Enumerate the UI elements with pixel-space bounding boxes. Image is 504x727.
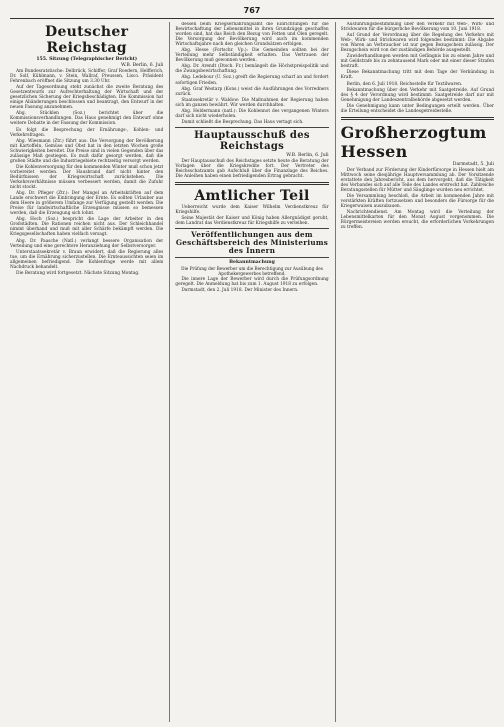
divider bbox=[175, 257, 328, 258]
paragraph: Abg. Wiesmann (Ztr.) führt aus: Die Versorgung der Bevölkerung mit Kartoffeln, Gemüse und Obst hat in den letzten Wochen große Schwierigkeiten bereitet. Die Preise sind in vielen Gegenden über das zulässige Maß gestiegen. Es muß dafür gesorgt werden, daß die großen Städte und die Industriegebiete rechtzeitig versorgt werden. bbox=[10, 138, 164, 164]
paragraph: Ausführungsbestimmung über den Verkehr mit Web-, Wirk- und Strickwaren für die bürgerliche Bevölkerung vom 10. Juni 1918. bbox=[340, 22, 494, 33]
paragraph: Abg. Dr. Pfleger (Ztr.): Der Mangel an Arbeitskräften auf dem Lande erschwert die Einbringung der Ernte. Es sollten Urlauber aus dem Heere in größerem Umfange zur Verfügung gestellt werden. Die Preise für landwirtschaftliche Erzeugnisse müssen so bemessen werden, daß die Erzeugung sich lohnt. bbox=[10, 191, 164, 217]
paragraph: Die Kohlenversorgung für den kommenden Winter muß schon jetzt vorbereitet werden. Der Hausbrand darf nicht hinter den Bedürfnissen der Kriegswirtschaft zurückstehen. Die Verkehrsverhältnisse müssen verbessert werden, damit die Zufuhr nicht stockt. bbox=[10, 164, 164, 191]
divider bbox=[341, 117, 494, 120]
paragraph: Die Genehmigung kann unter Bedingungen erteilt werden. Über die Erteilung entscheidet die Landesgetreidestelle. bbox=[340, 103, 494, 114]
amtlicher-teil-title: Amtlicher Teil bbox=[194, 188, 310, 205]
column-2 bbox=[169, 22, 328, 722]
reichstag-title: Deutscher Reichstag bbox=[45, 24, 129, 56]
column-2-body bbox=[175, 22, 328, 125]
page-number: 767 bbox=[243, 6, 261, 15]
paragraph: Der Verband zur Förderung der Kinderfürsorge in Hessen hielt am Mittwoch seine diesjährige Hauptversammlung ab. Der Vorsitzende erstattete den Jahresbericht, aus dem hervorgeht, daß die Tätigkeit des Verbandes sich auf alle Teile des Landes erstreckt hat. Zahlreiche Beratungsstellen für Mütter und Säuglinge wurden neu errichtet. bbox=[340, 167, 494, 193]
reichstag-dateline: W.B. Berlin, 6. Juli bbox=[120, 63, 164, 68]
hauptausschuss-dateline: W.B. Berlin, 6. Juli bbox=[286, 152, 329, 158]
paragraph: Abg. Heldermann (natl.): Die Kohlennot des vergangenen Winters darf sich nicht wiederholen. bbox=[175, 108, 329, 119]
bekanntmachung-body bbox=[175, 277, 328, 293]
paragraph: Abg. Hoch (Soz.) bespricht die Lage der Arbeiter in den Großstädten. Die Rationen reichen nicht aus. Der Schleichhandel nimmt überhand und muß mit aller Schärfe bekämpft werden. Die Kriegsgesellschaften haben vielfach versagt. bbox=[10, 217, 164, 238]
divider bbox=[175, 127, 328, 128]
grossherzogtum-hessen-title: Großherzogtum Hessen bbox=[340, 122, 487, 161]
hauptausschuss-title: Hauptausschuß des Reichstags bbox=[194, 129, 310, 152]
columns bbox=[10, 22, 494, 722]
amtlicher-teil-intro: Ueberreicht wurde dem Kaiser Wilhelm Verdienstkreuz für Kriegshilfe. bbox=[175, 205, 329, 216]
paragraph: Auf der Tagesordnung steht zunächst die zweite Beratung des Gesetzentwurfs zur Aufrechterhaltung der Wirtschaft und der gesetzlichen Sicherung der Kriegsbeschädigten. Die Kommission hat einige Abänderungen beschlossen und beantragt, den Entwurf in der neuen Fassung anzunehmen. bbox=[10, 85, 164, 111]
paragraph: Seine Majestät der Kaiser und König haben Allergnädigst geruht, dem Landrat das Verdienstkreuz für Kriegshilfe zu verleihen. bbox=[175, 216, 329, 227]
bekanntmachung-subcaption: Die Prüfung der Bewerber um die Berechtigung zur Ausübung des Apothekergewerbes betreffend. bbox=[181, 266, 323, 277]
paragraph: Darmstadt, den 2. Juli 1918. Der Minister des Innern. bbox=[181, 288, 299, 294]
veroeffentlichungen-title: Veröffentlichungen aus dem Geschäftsbereich des Ministeriums des Innern bbox=[175, 230, 329, 256]
paragraph: Abg. Dr. Arendt (Dtsch. Fr.) bemängelt die Höchstpreispolitik und die Zwangsbewirtschaftung. bbox=[175, 64, 329, 75]
paragraph: Damit schließt die Besprechung. Das Haus vertagt sich. bbox=[181, 119, 304, 125]
column-3 bbox=[335, 22, 494, 722]
divider bbox=[175, 228, 328, 229]
paragraph: Staatssekretär v. Waldow: Die Maßnahmen der Regierung haben sich im ganzen bewährt. Wir werden durchhalten. bbox=[175, 97, 329, 108]
paragraph: Auf Grund der Verordnung über die Regelung des Verkehrs mit Web-, Wirk- und Strickwaren wird folgendes bestimmt: Die Abgabe von Waren an Verbraucher ist nur gegen Bezugschein zulässig. Der Bezugschein wird von der zuständigen Behörde ausgestellt. bbox=[340, 33, 494, 54]
amtlicher-teil-body bbox=[175, 216, 328, 226]
paragraph: Abg. Hesse (Fortschr. Vp.): Die Gemeinden sollten bei der Verteilung mehr Selbständigkeit erhalten. Das Vertrauen der Bevölkerung muß gewonnen werden. bbox=[175, 48, 329, 64]
paragraph: Am Bundesratstische: Delbrück, Schiffer, Graf Roedern, Helfferich, Dr. Solf, Kühlmann, v. Stein, Wallraf, Preussen, Lisco. Präsident Fehrenbach eröffnet die Sitzung um 3.30 Uhr. bbox=[10, 69, 164, 85]
hauptausschuss-body bbox=[175, 159, 328, 179]
column-3-body bbox=[341, 22, 494, 114]
paragraph: dessen beim Kriegsernährungsamt die Einrichtungen für die Bewirtschaftung der Lebensmittel in ihren Grundzügen geschaffen worden sind, hat das Reich den Bezug von Fetten und Ölen geregelt. Die Versorgung der Bevölkerung wird auch im kommenden Wirtschaftsjahre nach den gleichen Grundsätzen erfolgen. bbox=[175, 22, 329, 48]
paragraph: Unterstaatssekretär v. Braun erwidert, daß die Regierung alles tue, um die Ernährung sicherzustellen. Die Ernteaussichten seien im allgemeinen befriedigend. Die Kohlenfrage werde mit allem Nachdruck behandelt. bbox=[10, 249, 164, 270]
paragraph: Der Hauptausschuß des Reichstages setzte heute die Beratung der Vorlagen über die Kriegskredite fort. Der Vertreter des Reichsschatzamts gab Aufschluß über die Finanzlage des Reiches. Die Anleihen haben einen befriedigenden Ertrag gebracht. bbox=[175, 158, 329, 180]
paragraph: Abg. Dr. Paasche (Natl.) verlangt bessere Organisation der Verteilung und eine gerechtere Heranziehung der Selbstversorger. bbox=[10, 238, 164, 249]
paragraph: Die Beratung wird fortgesetzt. Nächste Sitzung Montag. bbox=[16, 270, 140, 276]
paragraph: Abg. Graf Westarp (Kons.) weist die Ausführungen des Vorredners zurück. bbox=[175, 86, 329, 97]
reichstag-body bbox=[10, 69, 163, 276]
paragraph: Nachrichtendienst. Am Montag wird die Verteilung der Lebensmittelkarten für den Monat August vorgenommen. Die Bürgermeistereien werden ersucht, die erforderlichen Vorkehrungen zu treffen. bbox=[340, 210, 494, 231]
paragraph: Diese Bekanntmachung tritt mit dem Tage der Verkündung in Kraft. bbox=[340, 70, 494, 81]
paragraph: Es folgt die Besprechung der Ernährungs-, Kohlen- und Verkehrsfragen. bbox=[10, 127, 164, 138]
paragraph: Berlin, den 6. Juli 1918. Reichsstelle für Textilwaren. bbox=[346, 81, 463, 87]
paragraph: Zuwiderhandlungen werden mit Gefängnis bis zu einem Jahre und mit Geldstrafe bis zu zehntausend Mark oder mit einer dieser Strafen bestraft. bbox=[340, 54, 494, 70]
column-1 bbox=[10, 22, 163, 722]
bekanntmachung-caption: Bekanntmachung bbox=[229, 260, 275, 266]
paragraph: Bekanntmachung über den Verkehr mit Saatgetreide. Auf Grund des § 4 der Verordnung wird bestimmt: Saatgetreide darf nur mit Genehmigung der Landeszentralbehörde abgesetzt werden. bbox=[340, 87, 494, 103]
page-header bbox=[10, 6, 494, 19]
paragraph: Die innere Lage der Bewerber wird durch die Prüfungsordnung geregelt. Die Anmeldung hat bis zum 1. August 1918 zu erfolgen. bbox=[175, 277, 329, 288]
reichstag-subtitle: 155. Sitzung (Telegraphischer Bericht) bbox=[36, 57, 138, 62]
hessen-body bbox=[341, 168, 494, 231]
paragraph: Abg. Stücklen (Soz.) berichtet über die Kommissionsverhandlungen. Das Haus genehmigt den Entwurf ohne weitere Debatte in der Fassung der Kommission. bbox=[10, 111, 164, 127]
divider bbox=[175, 182, 328, 185]
paragraph: Die Versammlung beschloß, die Arbeit im kommenden Jahre mit verstärkten Kräften fortzusetzen und besonders die Fürsorge für die Kriegerwaisen auszubauen. bbox=[340, 194, 494, 210]
paragraph: Abg. Ledebour (U. Soz.) greift die Regierung scharf an und fordert sofortigen Frieden. bbox=[175, 75, 329, 86]
hessen-dateline: Darmstadt, 5. Juli bbox=[452, 161, 494, 167]
